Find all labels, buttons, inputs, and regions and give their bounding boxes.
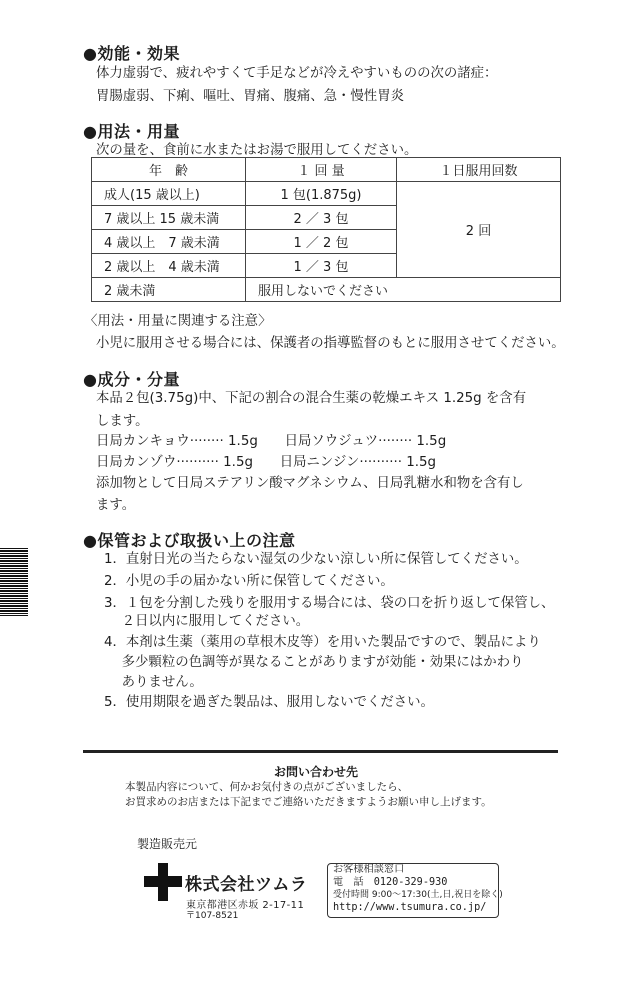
dosage-intro: 次の量を、食前に水またはお湯で服用してください。 (96, 143, 418, 158)
storage-line: 2．小児の手の届かない所に保管してください。 (104, 574, 394, 589)
storage-line: ２日以内に服用してください。 (104, 614, 310, 629)
maker-label: 製造販売元 (137, 837, 198, 851)
section-divider (83, 750, 558, 753)
contact-hours: 受付時間 9:00～17:30(土,日,祝日を除く) (333, 890, 503, 900)
ingredients-line: 日局カンキョウ········ 1.5g 日局ソウジュツ········ 1.5g (96, 434, 447, 449)
dose-cell: 2 ／ 3 包 (246, 206, 397, 230)
inquiry-line: お買求めのお店または下記までご連絡いただきますようお願い申し上げます。 (125, 796, 492, 808)
inquiry-heading: お問い合わせ先 (274, 765, 359, 779)
contact-url[interactable]: http://www.tsumura.co.jp/ (333, 901, 487, 913)
storage-line: 5．使用期限を過ぎた製品は、服用しないでください。 (104, 695, 434, 710)
age-cell: 4 歳以上 7 歳未満 (92, 230, 246, 254)
company-postal: 〒107-8521 (186, 911, 239, 921)
header-age: 年 齢 (92, 158, 246, 182)
efficacy-line: 胃腸虚弱、下痢、嘔吐、胃痛、腹痛、急・慢性胃炎 (96, 89, 404, 104)
contact-title: お客様相談窓口 (333, 864, 405, 875)
storage-line: ありません。 (104, 675, 203, 690)
efficacy-line: 体力虚弱で、疲れやすくて手足などが冷えやすいものの次の諸症： (96, 66, 498, 81)
ingredients-line: 添加物として日局ステアリン酸マグネシウム、日局乳糖水和物を含有し (96, 476, 524, 491)
table-row (92, 278, 561, 302)
efficacy-heading: ●効能・効果 (83, 44, 180, 63)
dosage-table (91, 157, 561, 302)
customer-contact-box (327, 863, 503, 918)
dose-cell: 1 ／ 3 包 (246, 254, 397, 278)
storage-line: 3．１包を分割した残りを服用する場合には、袋の口を折り返して保管し、 (104, 596, 555, 611)
ingredients-line: します。 (96, 414, 149, 429)
ingredients-line: ます。 (96, 498, 136, 513)
age-cell: 7 歳以上 15 歳未満 (92, 206, 246, 230)
age-cell: 成人(15 歳以上) (92, 182, 246, 206)
storage-heading: ●保管および取扱い上の注意 (83, 531, 296, 550)
inquiry-line: 本製品内容について、何かお気付きの点がございましたら、 (125, 781, 409, 793)
dose-cell: 1 ／ 2 包 (246, 230, 397, 254)
dosage-note-heading: 〈用法・用量に関連する注意〉 (84, 314, 272, 329)
company-name: 株式会社ツムラ (185, 875, 308, 895)
dose-cell: 服用しないでください (246, 278, 561, 302)
company-address: 東京都港区赤坂 2-17-11 (186, 900, 305, 911)
storage-line: 4．本剤は生薬（薬用の草根木皮等）を用いた製品ですので、製品により (104, 635, 541, 650)
storage-line: 1．直射日光の当たらない湿気の少ない涼しい所に保管してください。 (104, 552, 528, 567)
age-cell: 2 歳未満 (92, 278, 246, 302)
ingredients-line: 本品２包(3.75g)中、下記の割合の混合生薬の乾燥エキス 1.25g を含有 (96, 391, 527, 406)
table-header-row (92, 158, 561, 182)
company-logo-icon (144, 863, 182, 901)
dosage-note: 小児に服用させる場合には、保護者の指導監督のもとに服用させてください。 (96, 336, 565, 351)
storage-line: 多少顆粒の色調等が異なることがありますが効能・効果にはかわり (104, 655, 524, 670)
ingredients-line: 日局カンゾウ·········· 1.5g 日局ニンジン·········· 1.5g (96, 455, 437, 470)
contact-phone: 電 話 0120-329-930 (333, 876, 448, 888)
age-cell: 2 歳以上 4 歳未満 (92, 254, 246, 278)
dosage-heading: ●用法・用量 (83, 122, 180, 141)
dose-cell: 1 包(1.875g) (246, 182, 397, 206)
header-times: １日服用回数 (397, 158, 561, 182)
barcode-mark (0, 548, 28, 616)
table-row (92, 182, 561, 206)
header-dose: １ 回 量 (246, 158, 397, 182)
times-cell: 2 回 (397, 182, 561, 278)
ingredients-heading: ●成分・分量 (83, 370, 180, 389)
